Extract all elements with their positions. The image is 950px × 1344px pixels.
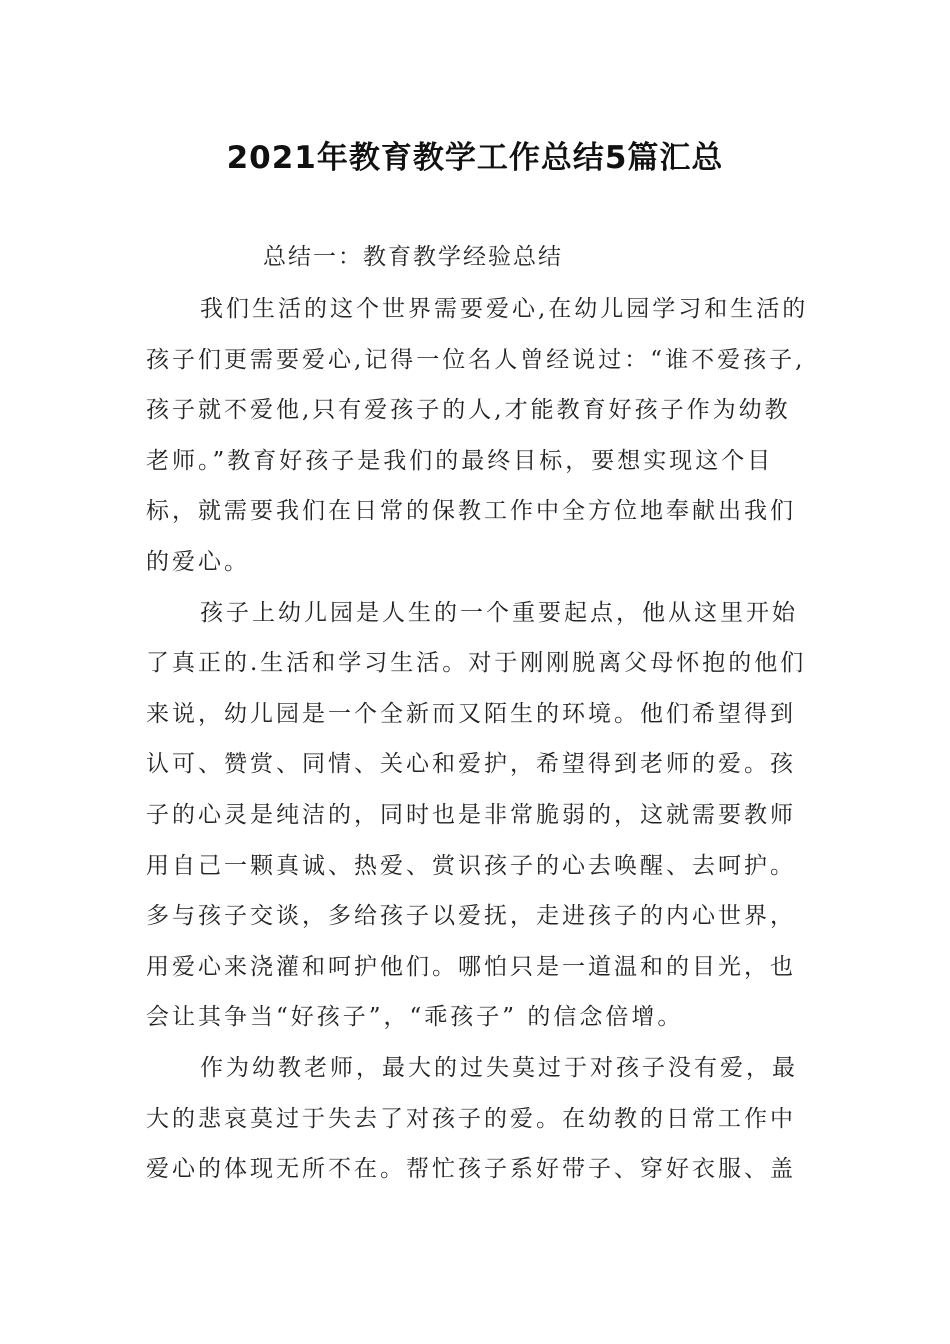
text-line: 会让其争当“好孩子”，“乖孩子” 的信念倍增。: [146, 1004, 684, 1031]
document-body: [146, 284, 814, 1195]
text-line: 作为幼教老师，最大的过失莫过于对孩子没有爱，最: [200, 1054, 798, 1081]
section-heading: 总结一：教育教学经验总结: [263, 244, 563, 270]
text-line: 用自己一颗真诚、热爱、赏识孩子的心去唤醒、去呵护。: [146, 852, 796, 879]
text-line: 多与孩子交谈，多给孩子以爱抚，走进孩子的内心世界，: [146, 903, 796, 930]
text-line: 认可、赞赏、同情、关心和爱护，希望得到老师的爱。孩: [146, 751, 796, 778]
document-title: 2021年教育教学工作总结5篇汇总: [226, 140, 724, 176]
text-line: 孩子上幼儿园是人生的一个重要起点，他从这里开始: [200, 599, 798, 626]
paragraph-2: [146, 588, 814, 1043]
text-line: 用爱心来浇灌和呵护他们。哪怕只是一道温和的目光，也: [146, 953, 796, 980]
text-line: 孩子就不爱他,只有爱孩子的人,才能教育好孩子作为幼教: [146, 397, 791, 424]
text-line: 爱心的体现无所不在。帮忙孩子系好带子、穿好衣服、盖: [146, 1156, 796, 1183]
text-line: 的爱心。: [146, 548, 250, 575]
text-line: 标，就需要我们在日常的保教工作中全方位地奉献出我们: [146, 498, 796, 525]
text-line: 来说，幼儿园是一个全新而又陌生的环境。他们希望得到: [146, 700, 796, 727]
paragraph-1: [146, 284, 814, 588]
paragraph-3: [146, 1043, 814, 1195]
text-line: 老师。”教育好孩子是我们的最终目标，要想实现这个目: [146, 447, 774, 474]
text-line: 子的心灵是纯洁的，同时也是非常脆弱的，这就需要教师: [146, 801, 796, 828]
text-line: 孩子们更需要爱心,记得一位名人曾经说过：“谁不爱孩子,: [146, 346, 806, 373]
text-line: 了真正的.生活和学习生活。对于刚刚脱离父母怀抱的他们: [146, 650, 807, 677]
text-line: 大的悲哀莫过于失去了对孩子的爱。在幼教的日常工作中: [146, 1105, 796, 1132]
text-line: 我们生活的这个世界需要爱心,在幼儿园学习和生活的: [200, 296, 809, 322]
